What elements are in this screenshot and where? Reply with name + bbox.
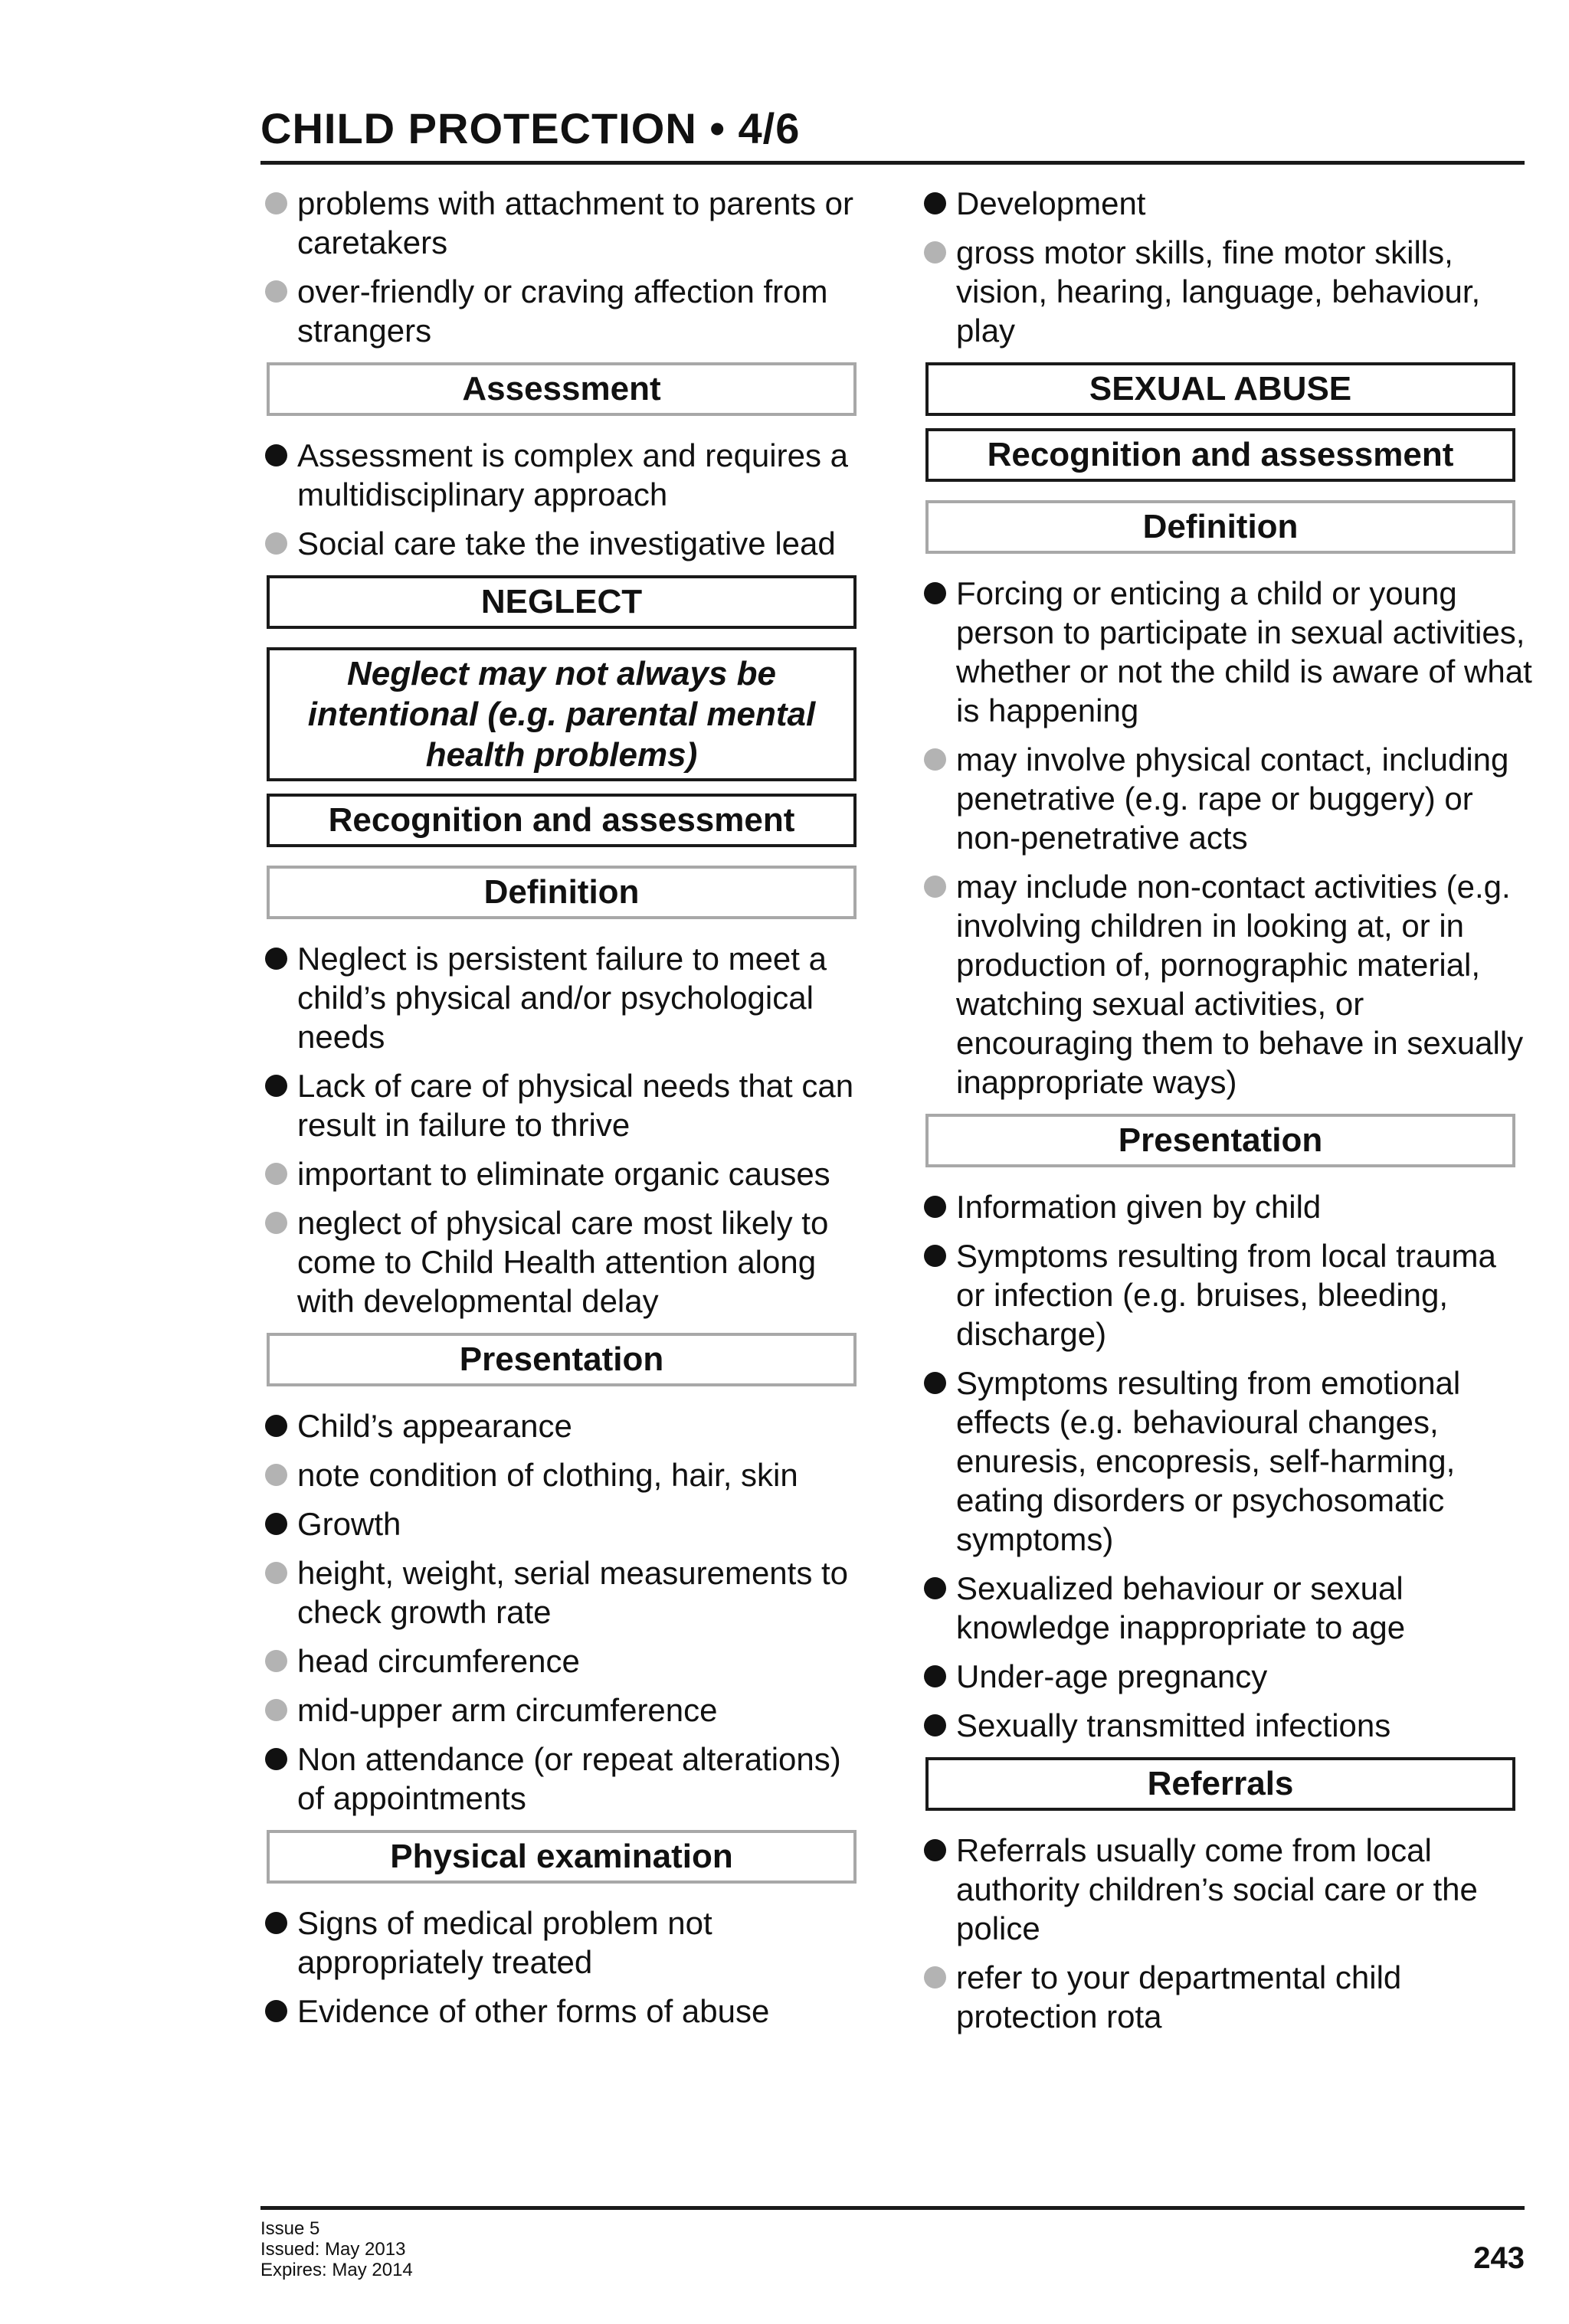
grey-bullet-icon (265, 1650, 287, 1672)
bullet-text: Growth (297, 1506, 401, 1542)
black-bullet-icon (924, 582, 946, 604)
black-bullet-icon (924, 1665, 946, 1687)
neglect-definition-heading: Definition (267, 866, 857, 919)
grey-bullet-icon (265, 1562, 287, 1584)
bullet-item (260, 1740, 873, 1818)
bullet-item (260, 524, 873, 563)
bullet-item (919, 867, 1532, 1101)
sexual-abuse-definition-heading: Definition (925, 500, 1515, 554)
bullet-text: Lack of care of physical needs that can result in failure to thrive (297, 1068, 854, 1143)
bullet-text: Neglect is persistent failure to meet a child’s physical and/or psychological needs (297, 941, 827, 1055)
sexual-abuse-heading: SEXUAL ABUSE (925, 362, 1515, 416)
black-bullet-icon (924, 1714, 946, 1736)
bullet-text: over-friendly or craving affection from strangers (297, 273, 828, 349)
black-bullet-icon (265, 1748, 287, 1770)
bullet-item (919, 233, 1532, 350)
bullet-item (919, 1706, 1532, 1745)
bullet-item (260, 272, 873, 350)
page-title: CHILD PROTECTION • 4/6 (260, 104, 801, 152)
bullet-text: Non attendance (or repeat alterations) of appointments (297, 1741, 841, 1816)
black-bullet-icon (265, 1912, 287, 1934)
bullet-item (260, 436, 873, 514)
sexual-abuse-recognition-heading: Recognition and assessment (925, 428, 1515, 482)
bullet-text: Symptoms resulting from local trauma or infection (e.g. bruises, bleeding, discharge) (956, 1238, 1496, 1352)
black-bullet-icon (265, 2000, 287, 2022)
sexual-abuse-definition-list (919, 574, 1532, 1101)
black-bullet-icon (924, 1577, 946, 1599)
title-divider (260, 161, 1525, 165)
neglect-recognition-heading: Recognition and assessment (267, 794, 857, 847)
bullet-text: mid-upper arm circumference (297, 1692, 718, 1728)
bullet-item (919, 1236, 1532, 1353)
bullet-item (260, 1203, 873, 1321)
black-bullet-icon (265, 948, 287, 970)
bullet-text: problems with attachment to parents or caretakers (297, 185, 854, 260)
bullet-text: neglect of physical care most likely to come to Child Health attention along with developmental delay (297, 1205, 829, 1319)
bullet-item (260, 1455, 873, 1494)
physical-examination-list (260, 1903, 873, 2031)
neglect-presentation-list (260, 1406, 873, 1818)
bullet-item (260, 1691, 873, 1730)
right-intro-list (919, 184, 1532, 350)
issue-number: Issue 5 (260, 2218, 320, 2239)
bullet-item (919, 184, 1532, 223)
bullet-text: may involve physical contact, including penetrative (e.g. rape or buggery) or non-penetrative acts (956, 741, 1509, 856)
bullet-text: Referrals usually come from local authority children’s social care or the police (956, 1832, 1478, 1946)
right-column (919, 184, 1532, 2046)
neglect-definition-list (260, 939, 873, 1321)
bullet-item (260, 184, 873, 262)
bullet-text: refer to your departmental child protection rota (956, 1959, 1402, 2034)
left-intro-list (260, 184, 873, 350)
bullet-item (260, 1504, 873, 1543)
bullet-text: gross motor skills, fine motor skills, vision, hearing, language, behaviour, play (956, 234, 1481, 349)
bullet-text: Social care take the investigative lead (297, 525, 836, 561)
grey-bullet-icon (924, 241, 946, 263)
bullet-item (919, 1831, 1532, 1948)
grey-bullet-icon (265, 280, 287, 303)
bullet-text: height, weight, serial measurements to check growth rate (297, 1555, 849, 1630)
neglect-heading: NEGLECT (267, 575, 857, 629)
bullet-item (919, 1569, 1532, 1647)
bullet-text: Symptoms resulting from emotional effects (e.g. behavioural changes, enuresis, encopresis, self-harming, eating disorders or psychosomatic symptoms) (956, 1365, 1461, 1557)
black-bullet-icon (265, 1415, 287, 1437)
grey-bullet-icon (265, 1699, 287, 1721)
expiry-date: Expires: May 2014 (260, 2260, 413, 2280)
bullet-item (919, 1187, 1532, 1226)
bullet-text: Child’s appearance (297, 1408, 572, 1444)
assessment-list (260, 436, 873, 563)
referrals-heading: Referrals (925, 1757, 1515, 1811)
footer-divider (260, 2206, 1525, 2210)
bullet-item (919, 740, 1532, 857)
bullet-item (260, 1406, 873, 1445)
bullet-item (260, 1903, 873, 1982)
bullet-text: note condition of clothing, hair, skin (297, 1457, 798, 1493)
footer-meta (260, 2218, 413, 2280)
bullet-text: Evidence of other forms of abuse (297, 1993, 770, 2029)
bullet-text: head circumference (297, 1643, 580, 1679)
bullet-text: Information given by child (956, 1189, 1322, 1225)
black-bullet-icon (924, 1196, 946, 1218)
bullet-item (260, 1642, 873, 1681)
grey-bullet-icon (265, 1163, 287, 1185)
bullet-text: Sexualized behaviour or sexual knowledge inappropriate to age (956, 1570, 1406, 1645)
bullet-text: Assessment is complex and requires a multidisciplinary approach (297, 437, 848, 512)
bullet-item (260, 939, 873, 1056)
bullet-item (260, 1992, 873, 2031)
grey-bullet-icon (924, 876, 946, 898)
bullet-item (919, 1958, 1532, 2036)
grey-bullet-icon (265, 532, 287, 555)
bullet-text: Forcing or enticing a child or young person to participate in sexual activities, whether or not the child is aware of what is happening (956, 575, 1532, 728)
grey-bullet-icon (265, 1464, 287, 1486)
bullet-text: Under-age pregnancy (956, 1658, 1268, 1694)
black-bullet-icon (265, 444, 287, 466)
left-column (260, 184, 873, 2041)
grey-bullet-icon (924, 1966, 946, 1988)
black-bullet-icon (265, 1075, 287, 1097)
sexual-abuse-presentation-heading: Presentation (925, 1114, 1515, 1167)
black-bullet-icon (924, 1245, 946, 1267)
bullet-text: Development (956, 185, 1146, 221)
bullet-text: may include non-contact activities (e.g. involving children in looking at, or in production of, pornographic material, watching sexual activities, or encouraging them to behave in sexually inappropriate ways) (956, 869, 1524, 1100)
black-bullet-icon (924, 192, 946, 214)
physical-examination-heading: Physical examination (267, 1830, 857, 1884)
grey-bullet-icon (924, 748, 946, 771)
bullet-text: Sexually transmitted infections (956, 1707, 1391, 1743)
bullet-item (919, 574, 1532, 730)
issued-date: Issued: May 2013 (260, 2239, 406, 2260)
bullet-item (260, 1154, 873, 1193)
referrals-list (919, 1831, 1532, 2036)
sexual-abuse-presentation-list (919, 1187, 1532, 1745)
bullet-text: important to eliminate organic causes (297, 1156, 830, 1192)
grey-bullet-icon (265, 1212, 287, 1234)
bullet-item (260, 1553, 873, 1632)
neglect-note-box: Neglect may not always be intentional (e.g. parental mental health problems) (267, 647, 857, 781)
neglect-presentation-heading: Presentation (267, 1333, 857, 1386)
page-number: 243 (1473, 2241, 1525, 2275)
black-bullet-icon (924, 1839, 946, 1861)
bullet-text: Signs of medical problem not appropriately treated (297, 1905, 712, 1980)
assessment-heading: Assessment (267, 362, 857, 416)
black-bullet-icon (924, 1372, 946, 1394)
bullet-item (919, 1363, 1532, 1559)
bullet-item (919, 1657, 1532, 1696)
bullet-item (260, 1066, 873, 1144)
grey-bullet-icon (265, 192, 287, 214)
black-bullet-icon (265, 1513, 287, 1535)
